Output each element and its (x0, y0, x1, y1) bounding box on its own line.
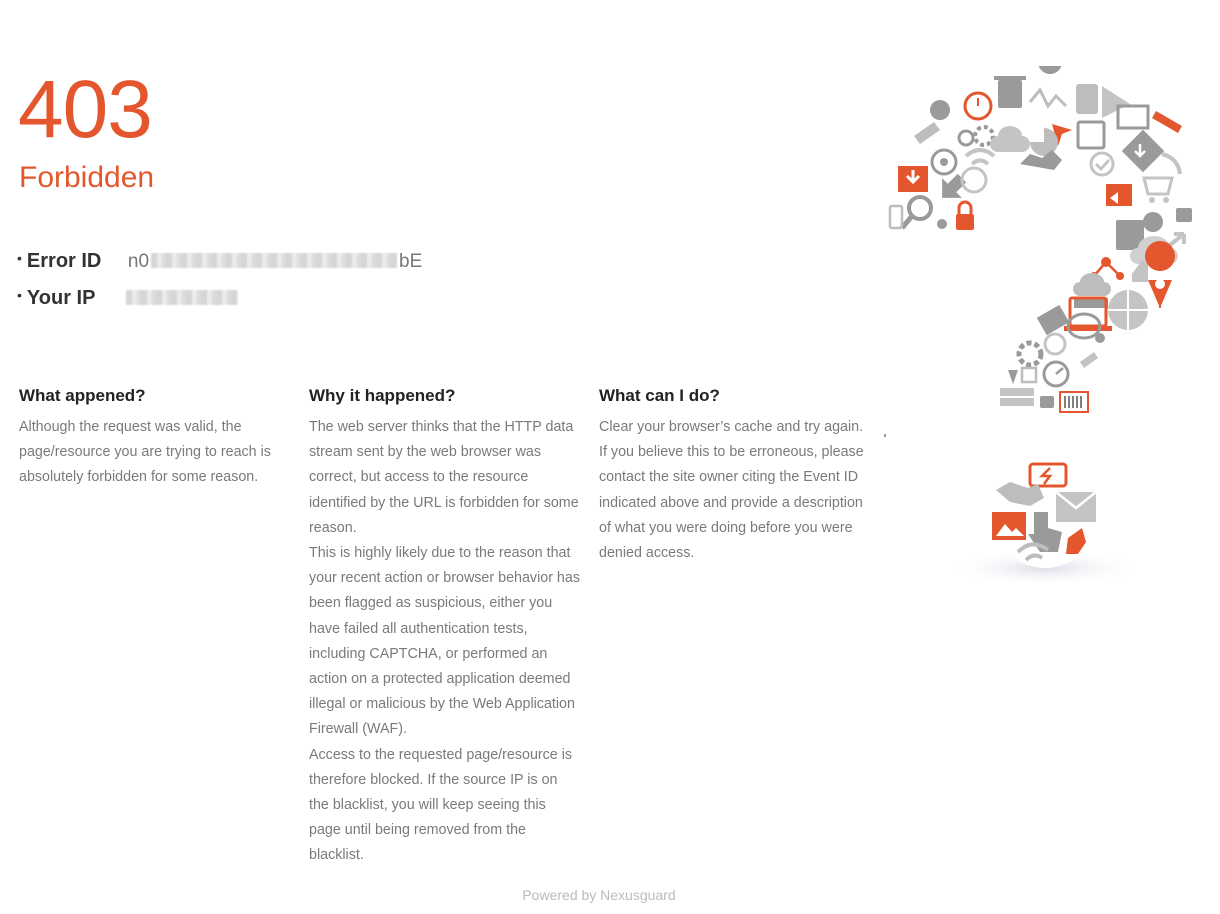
box-icon (1022, 368, 1036, 382)
check-circle-icon (1091, 153, 1113, 175)
location-pin-icon (1155, 279, 1165, 289)
share-node-icon (937, 219, 947, 229)
lock-icon (1176, 208, 1192, 222)
redacted-ip-address (126, 290, 238, 305)
location-pin-icon (1045, 81, 1055, 91)
question-mark-illustration (880, 66, 1200, 596)
triangle-ruler-icon (1102, 86, 1130, 118)
share-icon (1094, 262, 1120, 276)
bullet-icon: • (17, 250, 22, 266)
virus-icon (1143, 212, 1163, 232)
section-heading: What appened? (19, 386, 146, 405)
redacted-error-id (151, 253, 397, 268)
error-code: 403 (18, 64, 152, 155)
pulse-icon (1030, 90, 1066, 106)
bullet-icon: • (17, 287, 22, 303)
battery-icon (890, 206, 902, 228)
arrow-down-icon (1008, 370, 1018, 384)
section-heading: What can I do? (599, 386, 720, 405)
trash-icon (994, 76, 1026, 80)
lightbulb-icon (930, 100, 950, 120)
pencil-icon (1080, 352, 1098, 368)
pencil-icon (914, 122, 940, 144)
magnifier-icon (909, 197, 931, 219)
ruler-icon (1152, 111, 1182, 133)
barcode-icon (1060, 392, 1088, 412)
question-mark-hook (890, 66, 1192, 412)
wifi-icon (966, 150, 994, 156)
barcode-icon (1065, 396, 1081, 408)
chat-bubble-icon (1045, 334, 1065, 354)
error-id-prefix: n0 (127, 251, 150, 272)
download-tag-icon (1122, 130, 1164, 172)
error-status-title: Forbidden (19, 161, 155, 194)
cloud-icon (1073, 273, 1111, 296)
cart-icon (1163, 197, 1169, 203)
picture-icon (1118, 106, 1148, 128)
cloud-icon (990, 126, 1030, 152)
brick-wall-icon (1000, 398, 1034, 406)
laptop-icon (1064, 326, 1112, 331)
wifi-icon (1162, 154, 1180, 174)
lock-icon (1040, 396, 1054, 408)
section-text: Access to the requested page/resource is therefore blocked. If the source IP is on the blacklist, you will keep seeing this page until being removed from the blacklist. (309, 746, 573, 864)
section-heading: Why it happened? (309, 386, 456, 405)
error-id-suffix: bE (399, 251, 423, 272)
lock-icon (959, 202, 971, 214)
headset-icon (962, 168, 986, 192)
gear-icon (959, 131, 973, 145)
lock-icon (956, 214, 974, 230)
eye-icon (940, 158, 948, 166)
cart-icon (1149, 197, 1155, 203)
error-id-row (17, 250, 422, 287)
section-text: Clear your browser’s cache and try again. If you believe this to be erroneous, please contact the site owner citing the Event ID indicated above and provide a description of what you were doing before you were denied access. (599, 419, 864, 562)
speedometer-icon (1056, 368, 1063, 374)
magnifier-icon (902, 216, 912, 228)
section-text: The web server thinks that the HTTP data stream sent by the web browser was correct, but access to the resource identified by the URL is forbidden for some reason. (309, 419, 579, 536)
phone-icon (1076, 84, 1098, 114)
section-text: Although the request was valid, the page/resource you are trying to reach is absolutely forbidden for some reason. (19, 419, 271, 486)
section-text: This is highly likely due to the reason that your recent action or browser behavior has been flagged as suspicious, either you have failed all authentication tests, including CAPTCHA, or performed an action on a protected application deemed illegal or malicious by the Web Application Firewall (WAF). (309, 545, 580, 738)
powered-by-footer: Powered by Nexusguard (522, 887, 676, 903)
section-why-it-happened (309, 384, 581, 869)
brick-wall-icon (1000, 388, 1034, 396)
your-ip-value (126, 289, 240, 304)
pie-chart-icon (1030, 128, 1058, 156)
section-what-can-i-do (599, 384, 871, 566)
clapperboard-icon (1106, 184, 1132, 206)
location-pin-icon (1038, 66, 1062, 74)
calculator-icon (1078, 122, 1104, 148)
thumbs-up-icon (1132, 260, 1148, 282)
check-circle-icon (1096, 160, 1109, 169)
error-info-list (17, 250, 422, 324)
wifi-icon (972, 161, 988, 165)
error-id-label: Error ID (26, 250, 102, 272)
cart-icon (1144, 178, 1172, 194)
section-what-happened (19, 384, 291, 491)
your-ip-label: Your IP (26, 287, 96, 309)
gear-icon (1019, 343, 1041, 365)
error-id-value (128, 251, 422, 273)
eye-icon (1095, 333, 1105, 343)
your-ip-row (17, 287, 422, 324)
trash-icon (998, 80, 1022, 108)
